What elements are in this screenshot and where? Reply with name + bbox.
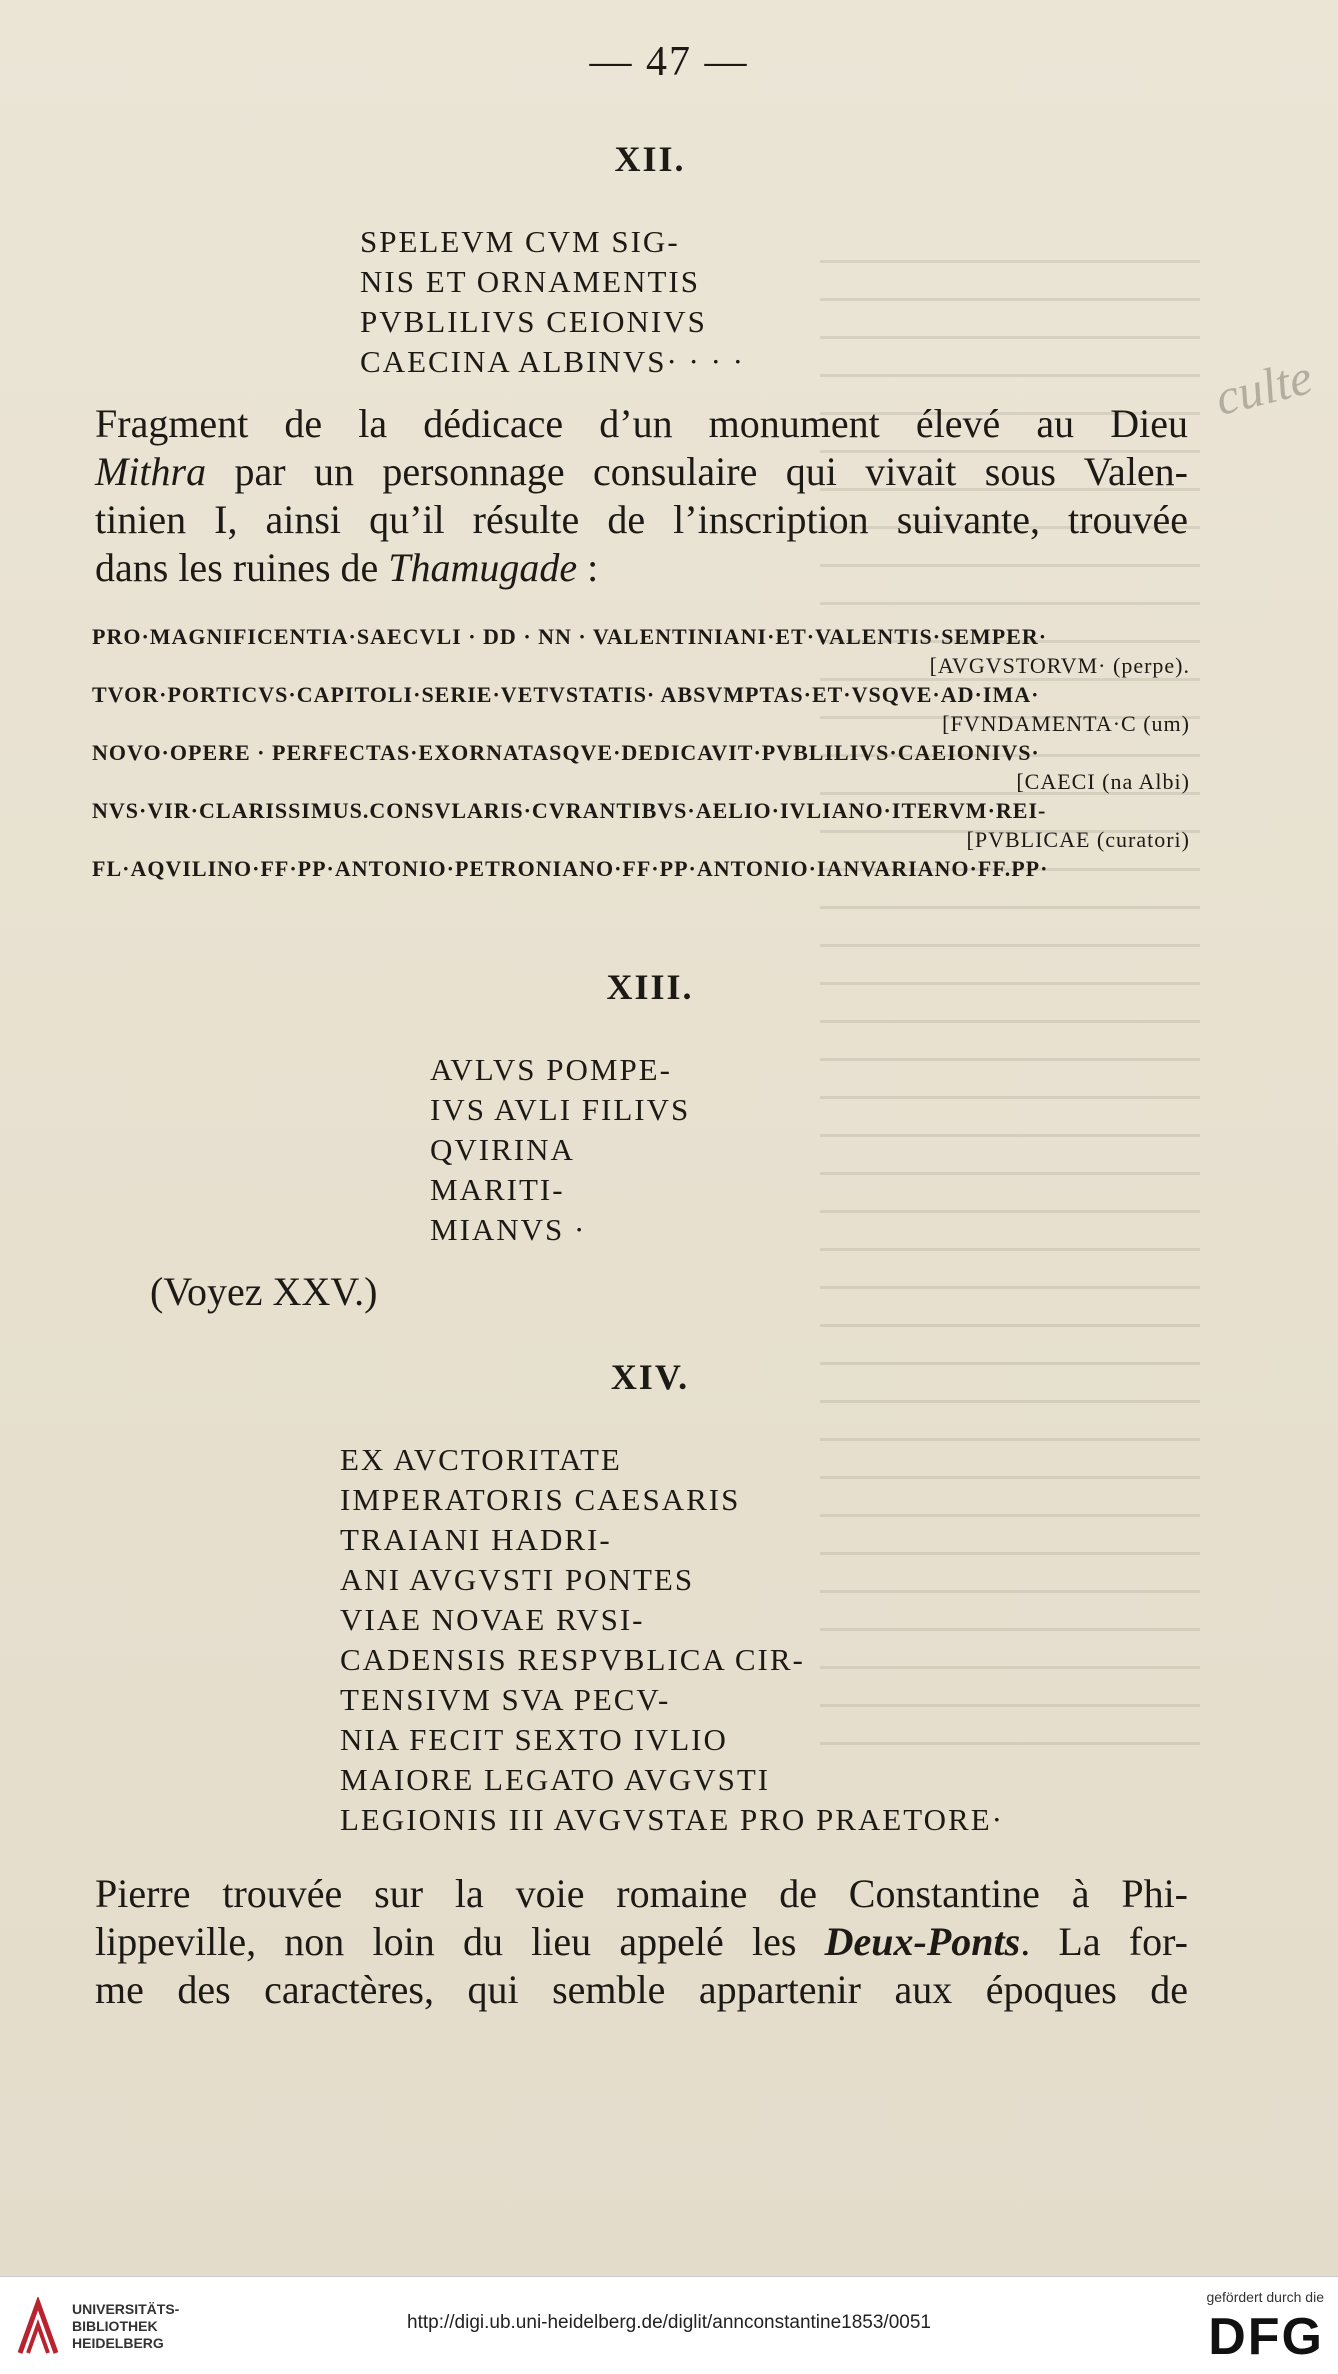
text-line <box>95 448 1188 496</box>
inscription-row: NVS·VIR·CLARISSIMUS.CONSVLARIS·CVRANTIBVS·AELIO·IVLIANO·ITERVM·REI- <box>92 798 1047 823</box>
italic-word: Thamugade <box>388 545 578 590</box>
paragraph-stone <box>95 1870 1188 2014</box>
library-name-line: HEIDELBERG <box>72 2335 164 2351</box>
inscription-line: PVBLILIVS CEIONIVS <box>360 304 707 339</box>
inscription-line: MAIORE LEGATO AVGVSTI <box>340 1762 771 1797</box>
inscription-row-continuation: [AVGVSTORVM· (perpe). <box>929 653 1190 678</box>
section-heading-xii: XII. <box>614 139 686 179</box>
inscription-row: PRO·MAGNIFICENTIA·SAECVLI · DD · NN · VALENTINIANI·ET·VALENTIS·SEMPER· <box>92 624 1048 649</box>
library-name-line: UNIVERSITÄTS- <box>72 2301 180 2317</box>
long-inscription <box>92 622 1190 883</box>
inscription-row-continuation: [PVBLICAE (curatori) <box>966 827 1190 852</box>
viewer-footer <box>0 2276 1338 2374</box>
inscription-line: EX AVCTORITATE <box>340 1442 622 1477</box>
inscription-line: NIS ET ORNAMENTIS <box>360 264 700 299</box>
inscription-line: LEGIONIS III AVGVSTAE PRO PRAETORE· <box>340 1802 1004 1837</box>
text-run: . La for- <box>1020 1919 1188 1964</box>
inscription-row: TVOR·PORTICVS·CAPITOLI·SERIE·VETVSTATIS· ABSVMPTAS·ET·VSQVE·AD·IMA· <box>92 682 1040 707</box>
inscription-line: IVS AVLI FILIVS <box>430 1092 691 1127</box>
inscription-line: AVLVS POMPE- <box>430 1052 672 1087</box>
italic-word: Mithra <box>95 449 207 494</box>
italic-word: Deux-Ponts <box>824 1919 1021 1964</box>
inscription-line: CAECINA ALBINVS· · · · <box>360 344 745 379</box>
cross-reference-note: (Voyez XXV.) <box>150 1269 378 1314</box>
inscription-line: ANI AVGVSTI PONTES <box>340 1562 695 1597</box>
page-number: — 47 — <box>589 39 749 85</box>
section-heading-xiv: XIV. <box>610 1357 690 1397</box>
inscription-line: CADENSIS RESPVBLICA CIR- <box>340 1642 805 1677</box>
section-heading-xiii: XIII. <box>606 967 694 1007</box>
funder-caption: gefördert durch die <box>1206 2289 1324 2305</box>
inscription-xii <box>360 222 745 382</box>
inscription-line: MARITI- <box>430 1172 565 1207</box>
text-line: Fragment de la dédicace d’un monument élevé au Dieu <box>95 401 1188 446</box>
text-run: par un personnage consulaire qui vivait sous Valen- <box>206 449 1188 494</box>
inscription-line: TENSIVM SVA PECV- <box>340 1682 671 1717</box>
inscription-line: TRAIANI HADRI- <box>340 1522 612 1557</box>
margin-handwritten-note: culte <box>1209 348 1318 426</box>
text-run: dans les ruines de <box>95 545 389 590</box>
inscription-row-continuation: [FVNDAMENTA·C (um) <box>942 711 1190 736</box>
paragraph-fragment <box>95 400 1188 592</box>
text-line <box>95 1918 1188 1966</box>
text-line: me des caractères, qui semble appartenir aux époques de <box>95 1967 1188 2012</box>
inscription-xiii <box>430 1050 690 1250</box>
inscription-row: FL·AQVILINO·FF·PP·ANTONIO·PETRONIANO·FF·PP·ANTONIO·IANVARIANO·FF.PP· <box>92 856 1049 881</box>
inscription-line: QVIRINA <box>430 1132 575 1167</box>
text-line <box>95 544 1188 592</box>
inscription-line: IMPERATORIS CAESARIS <box>340 1482 741 1517</box>
inscription-line: VIAE NOVAE RVSI- <box>340 1602 645 1637</box>
dfg-logo[interactable]: DFG <box>1208 2308 1324 2366</box>
text-line: tinien I, ainsi qu’il résulte de l’inscription suivante, trouvée <box>95 497 1188 542</box>
inscription-line: MIANVS · <box>430 1212 587 1247</box>
inscription-line: SPELEVM CVM SIG- <box>360 224 680 259</box>
inscription-row: NOVO·OPERE · PERFECTAS·EXORNATASQVE·DEDICAVIT·PVBLILIVS·CAEIONIVS· <box>92 740 1040 765</box>
permalink-url[interactable]: http://digi.ub.uni-heidelberg.de/diglit/annconstantine1853/0051 <box>407 2312 931 2333</box>
inscription-xiv <box>340 1440 1004 1840</box>
text-run: : <box>577 545 599 590</box>
text-run: lippeville, non loin du lieu appelé les <box>95 1919 825 1964</box>
text-line: Pierre trouvée sur la voie romaine de Constantine à Phi- <box>95 1871 1188 1916</box>
inscription-line: NIA FECIT SEXTO IVLIO <box>340 1722 728 1757</box>
library-name-line: BIBLIOTHEK <box>72 2318 158 2334</box>
inscription-row-continuation: [CAECI (na Albi) <box>1016 769 1190 794</box>
